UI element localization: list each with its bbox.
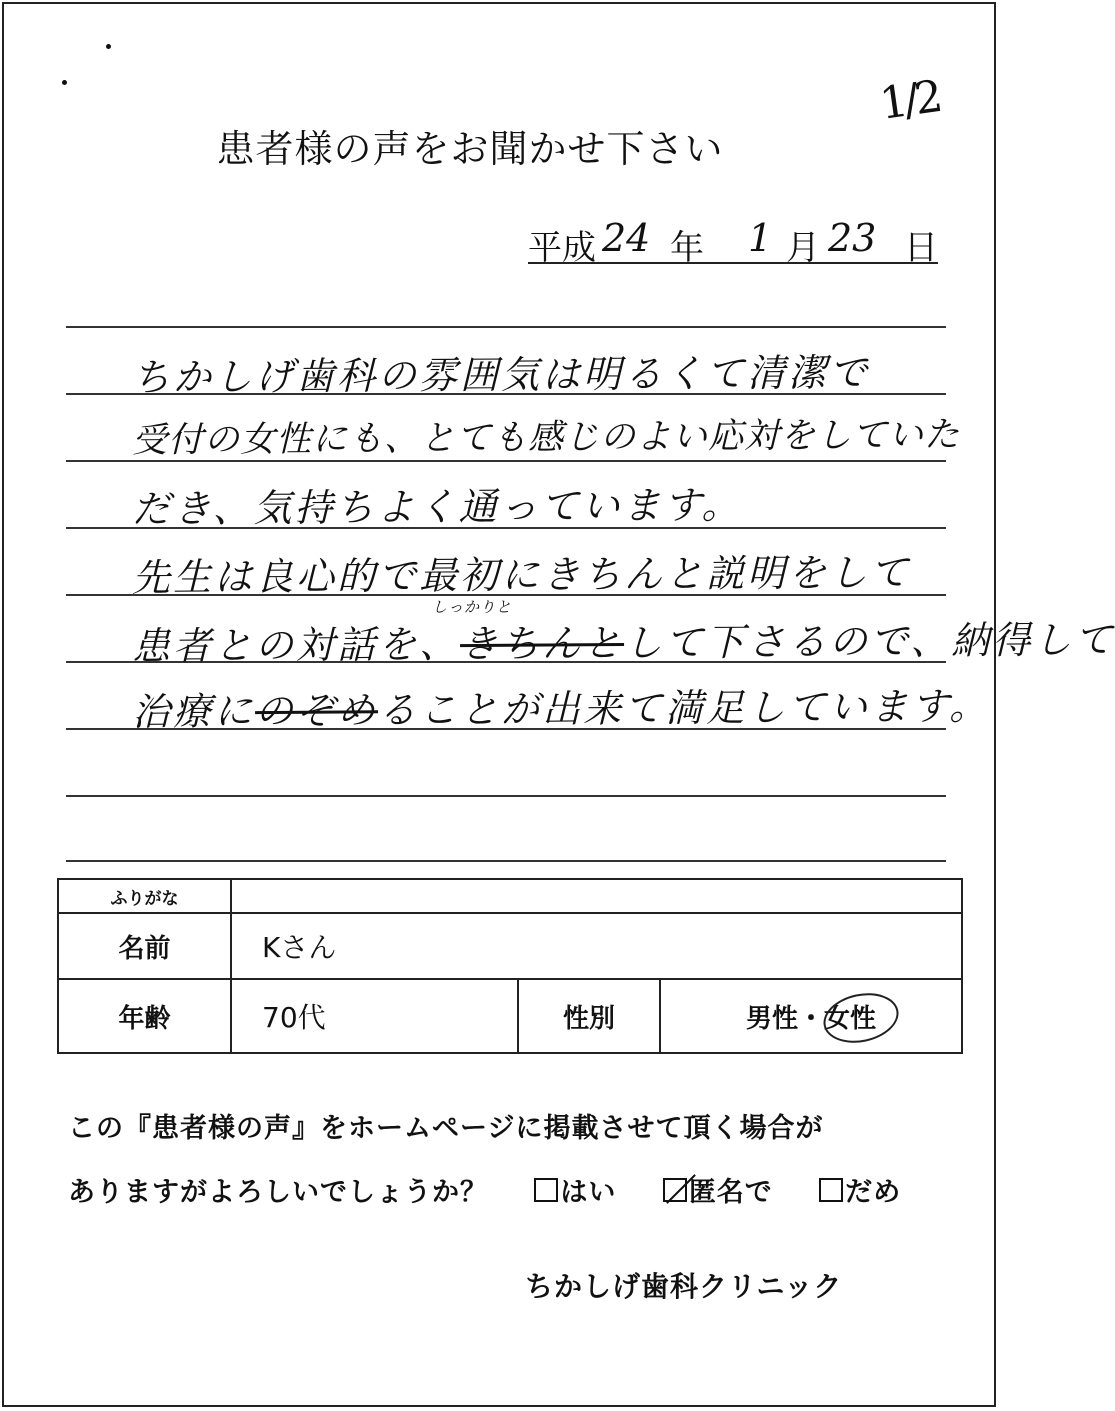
comment-line-4: 先生は良心的で最初にきちんと説明をして (131, 550, 912, 600)
option-anonymous-label: 匿名で (688, 1177, 773, 1208)
comment-line-5-start: 患者との対話を、 (131, 622, 461, 669)
checkbox-icon[interactable] (819, 1178, 843, 1202)
date-year: 24 (602, 216, 651, 260)
date-day: 23 (828, 216, 877, 260)
date-month-unit: 月 (786, 228, 820, 268)
option-no-label: だめ (845, 1177, 902, 1208)
page-number: 1/2 (876, 71, 943, 130)
furigana-value (231, 879, 962, 913)
patient-info-table (57, 878, 963, 1054)
consent-question-text: ありますがよろしいでしょうか？ (68, 1177, 488, 1208)
option-anonymous[interactable] (663, 1177, 773, 1208)
gender-male: 男性 (745, 1003, 798, 1034)
comment-line-5 (132, 609, 1115, 671)
date-era: 平成 (528, 228, 596, 268)
comment-line-5-rest: して下さるので、納得して (623, 617, 1115, 665)
option-no[interactable] (819, 1177, 901, 1208)
comment-line-6-rest: ることが出来て満足しています。 (377, 684, 991, 733)
age-label: 年齢 (58, 979, 231, 1053)
comment-line-1: ちかしげ歯科の雰囲気は明るくて清潔で (131, 350, 871, 400)
age-value: 70代 (231, 979, 518, 1053)
gender-female: 女性 (824, 1003, 877, 1034)
scan-speck (62, 80, 67, 85)
comment-line-3: だき、気持ちよく通っています。 (131, 482, 743, 532)
struck-out-word: きちんと (459, 620, 625, 667)
selection-circle (819, 987, 903, 1050)
gender-separator: ・ (798, 1003, 825, 1034)
ruled-line (66, 860, 946, 862)
consent-question-line-1: この『患者様の声』をホームページに掲載させて頂く場合が (68, 1113, 824, 1144)
inserted-correction: しっかりと (432, 598, 513, 616)
option-yes-label: はい (560, 1177, 617, 1208)
scan-speck (106, 44, 111, 49)
comment-line-2: 受付の女性にも、とても感じのよい応対をしていた (131, 415, 961, 461)
date-month: 1 (748, 216, 773, 260)
option-yes[interactable] (534, 1177, 616, 1208)
ruled-line (66, 795, 946, 797)
table-row (58, 913, 962, 979)
date-day-unit: 日 (904, 228, 938, 268)
name-label: 名前 (58, 913, 231, 979)
consent-question-line-2 (68, 1170, 901, 1209)
struck-out-word: のぞめ (254, 688, 379, 734)
furigana-label: ふりがな (58, 879, 231, 913)
date-field (528, 214, 938, 268)
gender-label: 性別 (518, 979, 660, 1053)
checkbox-icon[interactable] (534, 1178, 558, 1202)
gender-options (660, 979, 962, 1053)
checked-checkbox-icon[interactable] (663, 1178, 687, 1202)
comment-line-6 (132, 675, 990, 736)
date-year-unit: 年 (670, 228, 704, 268)
name-value: Kさん (231, 913, 962, 979)
table-row (58, 879, 962, 913)
clinic-name: ちかしげ歯科クリニック (525, 1270, 843, 1303)
comment-line-6-start: 治療に (131, 689, 256, 734)
ruled-line (66, 326, 946, 328)
form-title: 患者様の声をお聞かせ下さい (216, 127, 724, 171)
table-row (58, 979, 962, 1053)
